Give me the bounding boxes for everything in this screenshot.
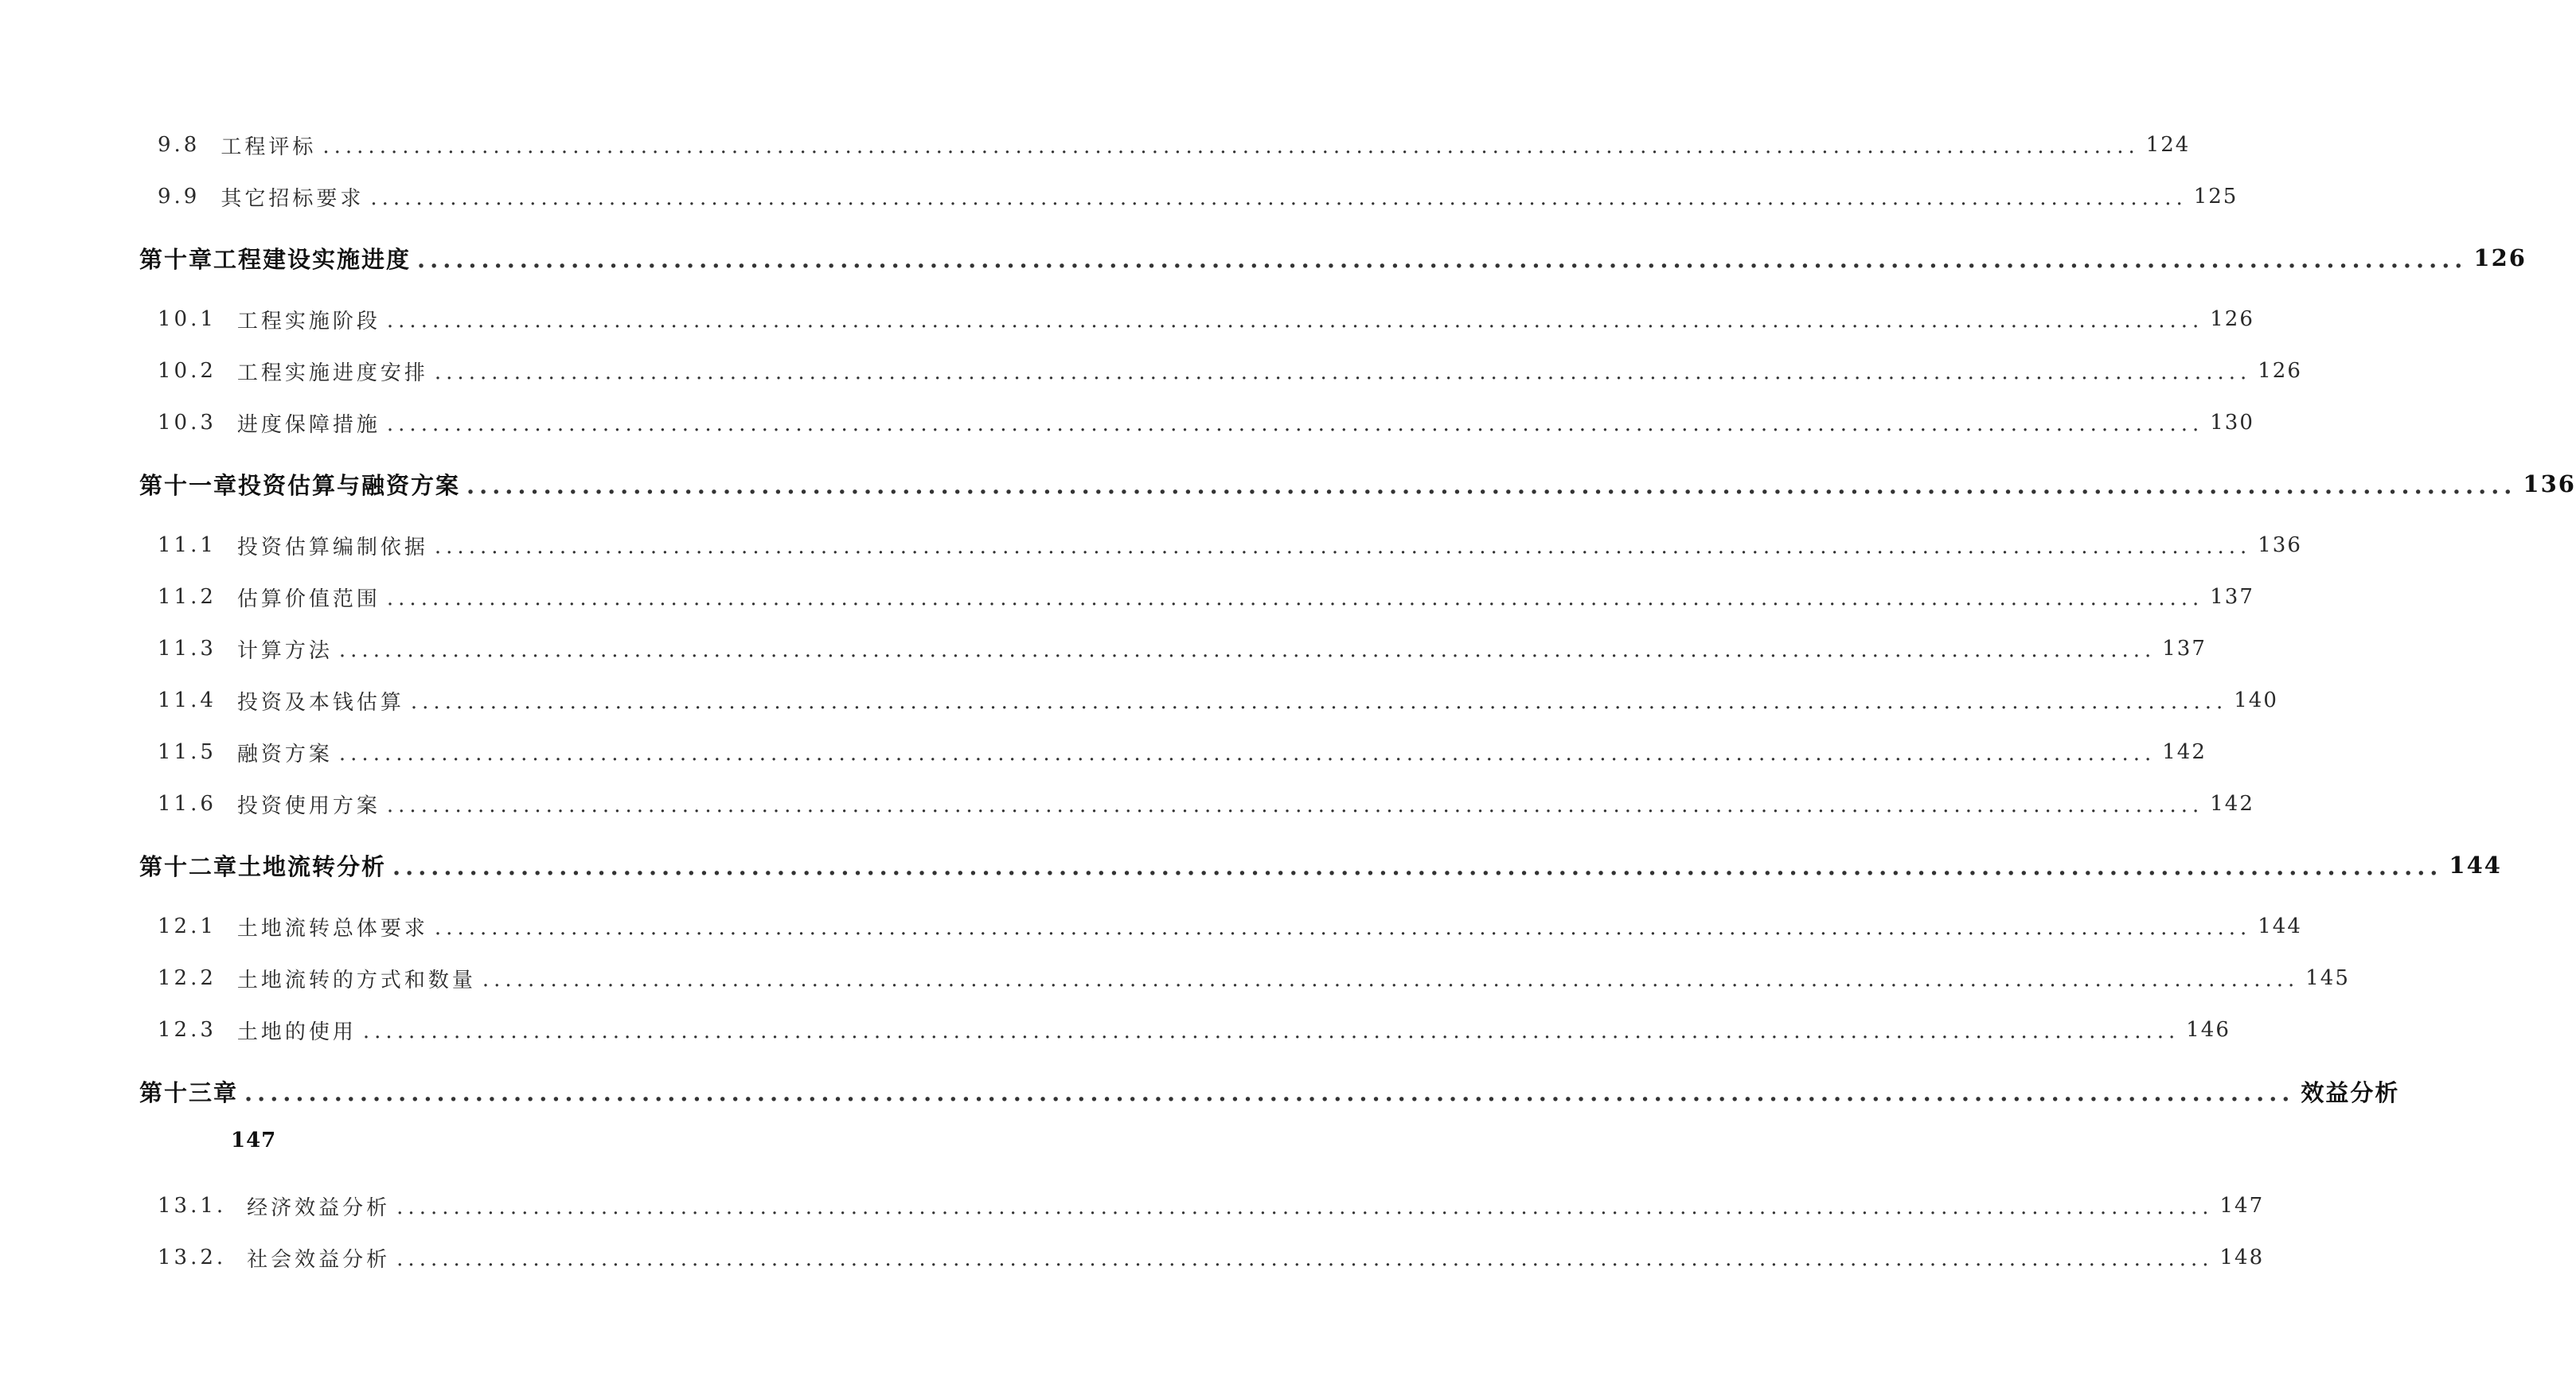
section-number: 10.1	[158, 307, 217, 331]
dot-leader: ................................................................................................................................................................	[396, 1247, 2214, 1271]
section-number: 11.5	[158, 740, 217, 764]
dot-leader: ................................................................................................................................................................	[392, 853, 2443, 880]
section-title: 投资估算编制依据	[236, 535, 428, 560]
page-number: 124	[2145, 133, 2191, 157]
section-number: 12.2	[158, 966, 217, 990]
page-number: 130	[2210, 411, 2254, 435]
section-number: 10.3	[158, 411, 217, 435]
page-number: 136	[2258, 533, 2302, 557]
section-number: 11.6	[158, 792, 217, 816]
section-title: 其它招标要求	[221, 186, 365, 211]
section-number: 9.9	[158, 185, 201, 209]
dot-leader: ................................................................................................................................................................	[434, 535, 2252, 559]
section-number: 9.8	[158, 133, 201, 157]
dot-leader: ................................................................................................................................................................	[386, 309, 2204, 333]
toc-entry-12-1[interactable]	[158, 911, 2302, 942]
dot-leader: ................................................................................................................................................................	[322, 135, 2140, 158]
toc-entry-11-5[interactable]	[158, 736, 2207, 768]
dot-leader: ................................................................................................................................................................	[466, 472, 2517, 499]
toc-entry-12-3[interactable]	[158, 1014, 2231, 1046]
chapter-title: 第十三章	[139, 1078, 239, 1106]
toc-entry-12-2[interactable]	[158, 962, 2350, 994]
toc-entry-10-1[interactable]	[158, 303, 2254, 335]
toc-entry-13-1[interactable]	[158, 1190, 2265, 1222]
page-number: 125	[2193, 185, 2238, 209]
dot-leader: ................................................................................................................................................................	[338, 742, 2156, 766]
section-number: 11.4	[158, 688, 217, 712]
section-number: 11.2	[158, 585, 217, 609]
toc-chapter-11[interactable]	[139, 468, 2576, 500]
page-number: 136	[2523, 470, 2576, 497]
toc-entry-11-6[interactable]	[158, 788, 2254, 820]
section-title: 经济效益分析	[247, 1195, 391, 1220]
dot-leader: ................................................................................................................................................................	[410, 690, 2228, 714]
dot-leader: ................................................................................................................................................................	[386, 412, 2204, 436]
toc-chapter-13[interactable]	[139, 1075, 2400, 1107]
chapter-title: 第十一章投资估算与融资方案	[139, 471, 461, 499]
page-number: 126	[2210, 307, 2254, 331]
section-title: 计算方法	[236, 638, 333, 663]
toc-entry-9-9[interactable]	[158, 181, 2238, 213]
page-number: 140	[2234, 688, 2278, 712]
page-number: 137	[2162, 637, 2207, 661]
page-number: 146	[2186, 1018, 2231, 1042]
toc-chapter-10[interactable]	[139, 242, 2527, 274]
section-number: 11.1	[158, 533, 217, 557]
section-number: 10.2	[158, 359, 217, 383]
page-number: 148	[2219, 1246, 2265, 1269]
section-title: 土地的使用	[236, 1020, 357, 1044]
chapter-title: 第十章工程建设实施进度	[139, 245, 412, 273]
section-title: 进度保障措施	[236, 412, 381, 437]
page-number: 142	[2162, 740, 2207, 764]
toc-chapter-12[interactable]	[139, 849, 2502, 881]
dot-leader: ................................................................................................................................................................	[386, 794, 2204, 817]
toc-entry-9-8[interactable]	[158, 129, 2191, 161]
section-number: 13.1.	[158, 1194, 227, 1218]
toc-entry-11-1[interactable]	[158, 529, 2302, 561]
section-title: 土地流转总体要求	[236, 916, 428, 941]
section-number: 12.3	[158, 1018, 217, 1042]
toc-entry-10-3[interactable]	[158, 407, 2254, 439]
section-title: 估算价值范围	[236, 587, 381, 611]
chapter-title: 第十二章土地流转分析	[139, 852, 387, 880]
dot-leader: ................................................................................................................................................................	[362, 1020, 2180, 1043]
toc-entry-11-3[interactable]	[158, 633, 2207, 665]
section-title: 土地流转的方式和数量	[236, 968, 476, 992]
dot-leader: ................................................................................................................................................................	[386, 587, 2204, 610]
section-title: 投资及本钱估算	[236, 690, 404, 715]
toc-entry-13-2[interactable]	[158, 1242, 2265, 1273]
toc-entry-10-2[interactable]	[158, 355, 2302, 387]
page-number: 145	[2305, 966, 2350, 990]
page-number: 144	[2449, 852, 2502, 879]
section-title: 工程实施阶段	[236, 309, 381, 333]
section-number: 12.1	[158, 914, 217, 938]
toc-entry-11-2[interactable]	[158, 581, 2254, 613]
dot-leader: ................................................................................................................................................................	[396, 1195, 2214, 1219]
page-number: 126	[2473, 244, 2527, 271]
dot-leader: ................................................................................................................................................................	[434, 361, 2252, 384]
section-title: 社会效益分析	[247, 1247, 391, 1272]
dot-leader: ................................................................................................................................................................	[434, 916, 2252, 940]
dot-leader: ................................................................................................................................................................	[370, 186, 2188, 210]
section-number: 11.3	[158, 637, 217, 661]
dot-leader: ................................................................................................................................................................	[482, 968, 2300, 992]
page-number: 126	[2258, 359, 2302, 383]
dot-leader: ................................................................................................................................................................	[417, 246, 2468, 273]
section-title: 工程评标	[221, 135, 317, 159]
dot-leader: ................................................................................................................................................................	[244, 1079, 2295, 1106]
page-number: 147	[2219, 1194, 2265, 1218]
section-title: 融资方案	[236, 742, 333, 766]
page-number: 144	[2258, 914, 2302, 938]
page-number: 效益分析	[2301, 1078, 2400, 1106]
toc-entry-11-4[interactable]	[158, 684, 2278, 716]
dot-leader: ................................................................................................................................................................	[338, 638, 2156, 662]
section-title: 投资使用方案	[236, 794, 381, 818]
section-number: 13.2.	[158, 1246, 227, 1269]
page-number: 142	[2210, 792, 2254, 816]
chapter-13-page-number: 147	[231, 1129, 277, 1152]
page-number: 137	[2210, 585, 2254, 609]
section-title: 工程实施进度安排	[236, 361, 428, 385]
